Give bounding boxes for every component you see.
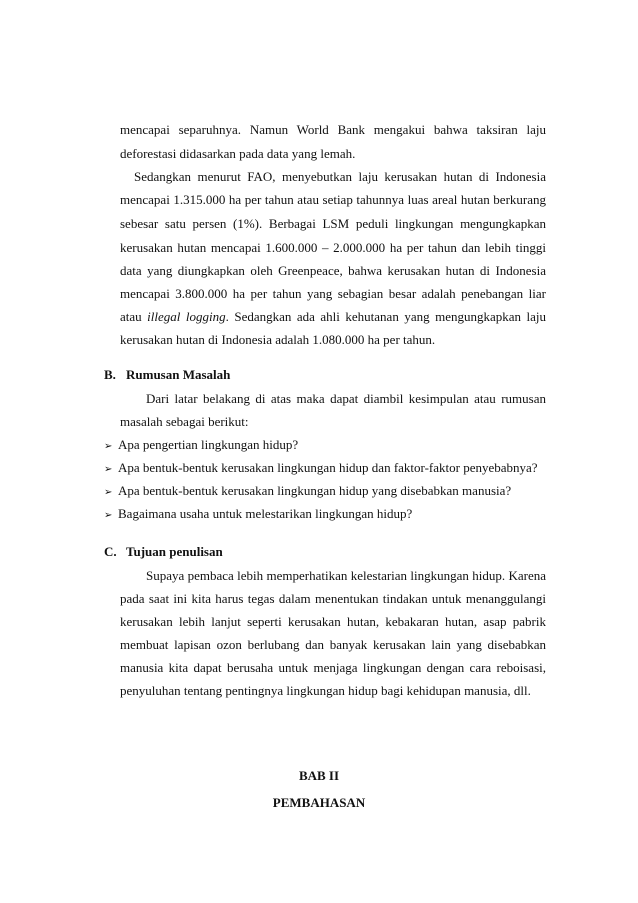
fao-line-8: kerusakan hutan di Indonesia adalah 1.080.000 ha per tahun. — [120, 332, 436, 347]
section-c-heading — [104, 544, 223, 560]
fao-line-5: data yang diungkapkan oleh Greenpeace, bahwa kerusakan hutan di Indonesia — [120, 263, 546, 278]
chapter-number: BAB II — [298, 768, 340, 783]
fao-line-6: mencapai 3.800.000 ha per tahun yang sebagian besar adalah penebangan liar — [120, 286, 546, 301]
section-c-title: Tujuan penulisan — [126, 544, 223, 559]
section-c-line-6: penyuluhan tentang pentingnya lingkungan hidup bagi kehidupan manusia, dll. — [120, 683, 531, 698]
section-c-line-3: kerusakan lebih lanjut seperti kerusakan hutan, kebakaran hutan, asap pabrik — [120, 614, 546, 629]
question-item — [104, 460, 538, 478]
fao-line-7-before: atau — [120, 309, 148, 324]
question-item — [104, 506, 412, 524]
section-b-intro-line-1: Dari latar belakang di atas maka dapat diambil kesimpulan atau rumusan — [146, 391, 546, 406]
section-b-heading — [104, 367, 230, 383]
fao-line-7-after: . Sedangkan ada ahli kehutanan yang mengungkapkan laju — [225, 309, 546, 324]
section-b-title: Rumusan Masalah — [126, 367, 231, 382]
intro-line-2: deforestasi didasarkan pada data yang lemah. — [120, 146, 356, 161]
arrow-bullet-icon: ➢ — [104, 464, 113, 475]
section-c-line-5: manusia kita dapat berusaha untuk menjaga lingkungan dengan cara reboisasi, — [120, 660, 546, 675]
question-text: Apa pengertian lingkungan hidup? — [118, 437, 299, 452]
question-text: Apa bentuk-bentuk kerusakan lingkungan hidup dan faktor-faktor penyebabnya? — [118, 460, 538, 475]
illegal-logging-term: illegal logging — [147, 309, 226, 324]
fao-line-2: mencapai 1.315.000 ha per tahun atau setiap tahunnya luas areal hutan berkurang — [120, 192, 546, 207]
arrow-bullet-icon: ➢ — [104, 510, 113, 521]
fao-line-3: sebesar satu persen (1%). Berbagai LSM peduli lingkungan mengungkapkan — [120, 216, 546, 231]
section-c-letter: C. — [104, 544, 117, 559]
section-b-letter: B. — [104, 367, 116, 382]
fao-line-4: kerusakan hutan mencapai 1.600.000 – 2.000.000 ha per tahun dan lebih tinggi — [120, 240, 546, 255]
question-item — [104, 437, 298, 455]
section-b-intro-line-2: masalah sebagai berikut: — [120, 414, 249, 429]
fao-line-7 — [120, 309, 546, 325]
section-c-line-1: Supaya pembaca lebih memperhatikan kelestarian lingkungan hidup. Karena — [146, 568, 546, 583]
question-text: Bagaimana usaha untuk melestarikan lingkungan hidup? — [118, 506, 413, 521]
question-item — [104, 483, 511, 501]
section-c-line-2: pada saat ini kita harus tegas dalam menentukan tindakan untuk menanggulangi — [120, 591, 546, 606]
arrow-bullet-icon: ➢ — [104, 487, 113, 498]
section-c-line-4: membuat lapisan ozon berlubang dan banyak kerusakan lain yang disebabkan — [120, 637, 546, 652]
chapter-title: PEMBAHASAN — [272, 795, 366, 810]
arrow-bullet-icon: ➢ — [104, 441, 113, 452]
question-text: Apa bentuk-bentuk kerusakan lingkungan hidup yang disebabkan manusia? — [118, 483, 512, 498]
intro-line-1: mencapai separuhnya. Namun World Bank mengakui bahwa taksiran laju — [120, 122, 546, 137]
fao-line-1: Sedangkan menurut FAO, menyebutkan laju kerusakan hutan di Indonesia — [134, 169, 546, 184]
